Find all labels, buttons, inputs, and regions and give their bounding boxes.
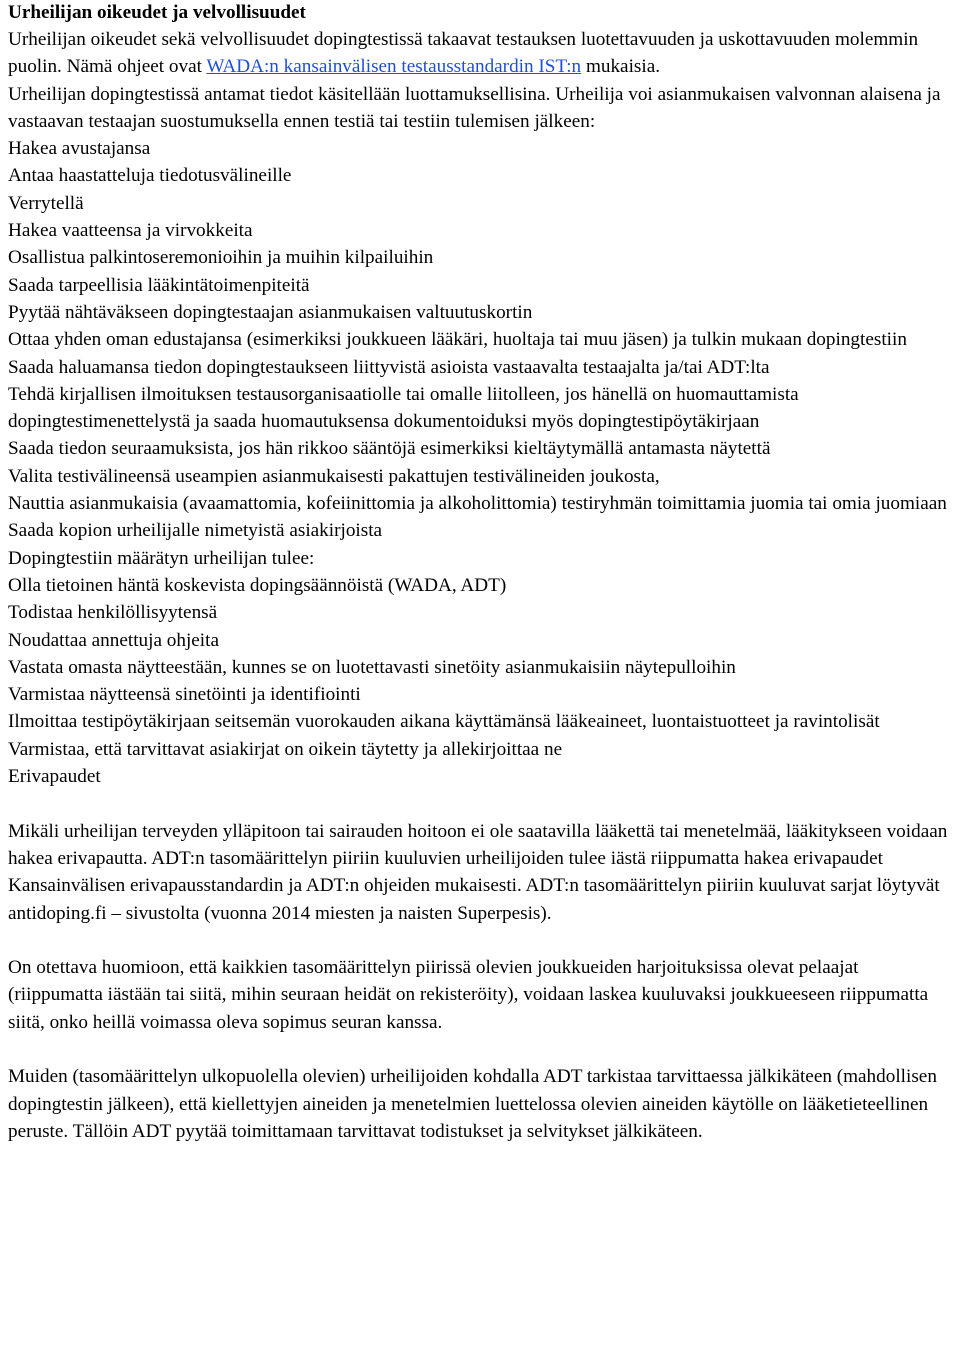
intro-text-end: mukaisia. (581, 56, 661, 78)
list-item: Varmistaa näytteensä sinetöinti ja identifiointi (8, 684, 361, 706)
list-item: Vastata omasta näytteestään, kunnes se on luotettavasti sinetöity asianmukaisiin näytepulloihin (8, 656, 736, 678)
rights-list (8, 135, 952, 544)
paragraph-gap (8, 1036, 952, 1063)
list-item: Saada tiedon seuraamuksista, jos hän rikkoo sääntöjä esimerkiksi kieltäytymällä antamasta näytettä (8, 438, 771, 460)
list-item: Ottaa yhden oman edustajansa (esimerkiksi joukkueen lääkäri, huoltaja tai muu jäsen) ja tulkin mukaan dopingtestiin (8, 329, 907, 351)
list-item: Tehdä kirjallisen ilmoituksen testausorganisaatiolle tai omalle liitolleen, jos hänellä on huomauttamista dopingtestimenettelystä ja saada huomautuksensa dokumentoiduksi myös dopingtestipöytäkirjaan (8, 383, 799, 433)
exemptions-paragraph: Mikäli urheilijan terveyden ylläpitoon tai sairauden hoitoon ei ole saatavilla lääkettä tai menetelmää, lääkitykseen voidaan hakea erivapautta. ADT:n tasomäärittelyn piiriin kuuluvien urheilijoiden tulee iästä riippumatta hakea erivapaudet Kansainvälisen erivapausstandardin ja ADT:n ohjeiden mukaisesti. ADT:n tasomäärittelyn piiriin kuuluvat sarjat löytyvät antidoping.fi – sivustolta (vuonna 2014 miesten ja naisten Superpesis). (8, 820, 948, 924)
list-item: Nauttia asianmukaisia (avaamattomia, kofeiinittomia ja alkoholittomia) testiryhmän toimittamia juomia tai omia juomiaan (8, 493, 947, 515)
section-heading: Urheilijan oikeudet ja velvollisuudet (8, 2, 306, 23)
duties-intro: Dopingtestiin määrätyn urheilijan tulee: (8, 547, 315, 569)
list-item: Saada tarpeellisia lääkintätoimenpiteitä (8, 274, 310, 296)
list-item: Saada haluamansa tiedon dopingtestaukseen liittyvistä asioista vastaavalta testaajalta ja/tai ADT:lta (8, 356, 770, 378)
exemptions-heading: Erivapaudet (8, 766, 101, 788)
list-item: Olla tietoinen häntä koskevista dopingsäännöistä (WADA, ADT) (8, 574, 507, 596)
other-athletes-paragraph: Muiden (tasomäärittelyn ulkopuolella olevien) urheilijoiden kohdalla ADT tarkistaa tarvittaessa jälkikäteen (mahdollisen dopingtestin jälkeen), että kiellettyjen aineiden ja menetelmien luettelossa olevien aineiden käytölle on lääketieteellinen peruste. Tällöin ADT pyytää toimittamaan tarvittavat todistukset ja selvitykset jälkikäteen. (8, 1066, 937, 1142)
list-item: Ilmoittaa testipöytäkirjaan seitsemän vuorokauden aikana käyttämänsä lääkeaineet, luontaistuotteet ja ravintolisät (8, 711, 880, 733)
list-item: Noudattaa annettuja ohjeita (8, 629, 219, 651)
list-item: Valita testivälineensä useampien asianmukaisesti pakattujen testivälineiden joukosta, (8, 465, 660, 487)
list-item: Hakea vaatteensa ja virvokkeita (8, 220, 253, 242)
list-item: Verrytellä (8, 192, 84, 214)
intro-paragraph (8, 26, 952, 81)
list-item: Saada kopion urheilijalle nimetyistä asiakirjoista (8, 520, 383, 542)
list-item: Pyytää nähtäväkseen dopingtestaajan asianmukaisen valtuutuskortin (8, 301, 533, 323)
paragraph-gap (8, 790, 952, 817)
ist-standard-link[interactable]: WADA:n kansainvälisen testausstandardin IST:n (206, 56, 582, 78)
list-item: Hakea avustajansa (8, 138, 151, 160)
list-item: Antaa haastatteluja tiedotusvälineille (8, 165, 292, 187)
intro-text: Urheilijan oikeudet sekä velvollisuudet dopingtestissä takaavat testauksen luotettavuuden ja uskottavuuden molemmin puolin. Nämä ohjeet ovat (8, 29, 919, 78)
list-item: Varmistaa, että tarvittavat asiakirjat on oikein täytetty ja allekirjoittaa ne (8, 738, 563, 760)
list-item: Todistaa henkilöllisyytensä (8, 602, 218, 624)
list-item: Osallistua palkintoseremonioihin ja muihin kilpailuihin (8, 247, 434, 269)
paragraph-gap (8, 927, 952, 954)
duties-list (8, 572, 952, 763)
confidentiality-paragraph: Urheilijan dopingtestissä antamat tiedot käsitellään luottamuksellisina. Urheilija voi asianmukaisen valvonnan alaisena ja vastaavan testaajan suostumuksella ennen testiä tai testiin tulemisen jälkeen: (8, 83, 941, 132)
team-paragraph: On otettava huomioon, että kaikkien tasomäärittelyn piirissä olevien joukkueiden harjoituksissa olevat pelaajat (riippumatta iästään tai siitä, mihin seuraan heidät on rekisteröity), voidaan laskea kuuluvaksi joukkueeseen riippumatta siitä, onko heillä voimassa oleva sopimus seuran kanssa. (8, 957, 929, 1033)
